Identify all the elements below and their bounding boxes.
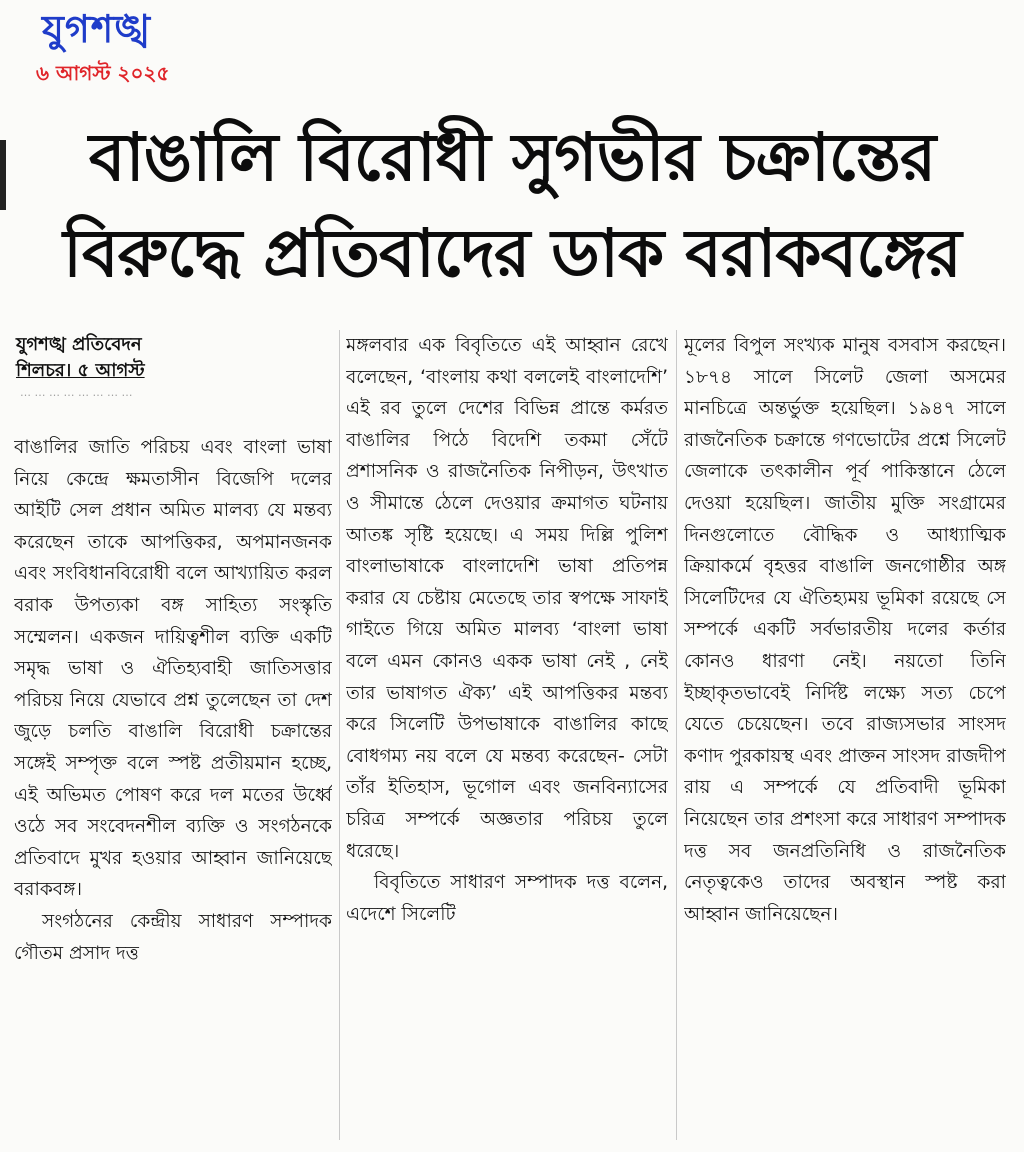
article-column-1: [14, 432, 332, 1150]
article-paragraph: মূলের বিপুল সংখ্যক মানুষ বসবাস করছেন। ১৮৭৪ সালে সিলেট জেলা অসমের মানচিত্রে অন্তর্ভুক্ত হয়েছিল। ১৯৪৭ সালে রাজনৈতিক চক্রান্তে গণভোটের প্রশ্নে সিলেট জেলাকে তৎকালীন পূর্ব পাকিস্তানে ঠেলে দেওয়া হয়েছিল। জাতীয় মুক্তি সংগ্রামের দিনগুলোতে বৌদ্ধিক ও আধ্যাত্মিক ক্রিয়াকর্মে বৃহত্তর বাঙালি জনগোষ্ঠীর অঙ্গ সিলেটিদের যে ঐতিহ্যময় ভূমিকা রয়েছে সে সম্পর্কে একটি সর্বভারতীয় দলের কর্তার কোনও ধারণা নেই। নয়তো তিনি ইচ্ছাকৃতভাবেই নির্দিষ্ট লক্ষ্যে সত্য চেপে যেতে চেয়েছেন। তবে রাজ্যসভার সাংসদ কণাদ পুরকায়স্থ এবং প্রাক্তন সাংসদ রাজদীপ রায় এ সম্পর্কে যে প্রতিবাদী ভূমিকা নিয়েছেন তার প্রশংসা করে সাধারণ সম্পাদক দত্ত সব জনপ্রতিনিধি ও রাজনৈতিক নেতৃত্বকেও তাদের অবস্থান স্পষ্ট করা আহ্বান জানিয়েছেন।: [684, 335, 1006, 925]
article-paragraph: বাঙালির জাতি পরিচয় এবং বাংলা ভাষা নিয়ে কেন্দ্রে ক্ষমতাসীন বিজেপি দলের আইটি সেল প্রধান অমিত মালব্য যে মন্তব্য করেছেন তাকে আপত্তিকর, অপমানজনক এবং সংবিধানবিরোধী বলে আখ্যায়িত করল বরাক উপত্যকা বঙ্গ সাহিত্য সংস্কৃতি সম্মেলন। একজন দায়িত্বশীল ব্যক্তি একটি সমৃদ্ধ ভাষা ও ঐতিহ্যবাহী জাতিসত্তার পরিচয় নিয়ে যেভাবে প্রশ্ন তুলেছেন তা দেশ জুড়ে চলতি বাঙালি বিরোধী চক্রান্তের সঙ্গেই সম্পৃক্ত বলে স্পষ্ট প্রতীয়মান হচ্ছে, এই অভিমত পোষণ করে দল মতের উর্ধ্বে ওঠে সব সংবেদনশীল ব্যক্তি ও সংগঠনকে প্রতিবাদে মুখর হওয়ার আহ্বান জানিয়েছে বরাকবঙ্গ।: [14, 437, 332, 901]
margin-mark: [0, 140, 6, 210]
headline-line-2: বিরুদ্ধে প্রতিবাদের ডাক বরাকবঙ্গের: [63, 215, 961, 292]
newspaper-masthead: যুগশঙ্খ: [42, 7, 152, 51]
headline-line-1: বাঙালি বিরোধী সুগভীর চক্রান্তের: [88, 119, 936, 196]
publication-date: ৬ আগস্ট ২০২৫: [36, 61, 170, 85]
column-divider: [676, 330, 677, 1140]
article-paragraph: বিবৃতিতে সাধারণ সম্পাদক দত্ত বলেন, এদেশে সিলেটি: [346, 872, 668, 925]
article-column-3: [684, 330, 1006, 1150]
headline: [10, 110, 1014, 302]
reporter-credit: যুগশঙ্খ প্রতিবেদন: [16, 334, 142, 355]
column-divider: [339, 330, 340, 1140]
byline: [16, 332, 346, 384]
dateline: শিলচর। ৫ আগস্ট: [16, 360, 145, 381]
article-paragraph: মঙ্গলবার এক বিবৃতিতে এই আহ্বান রেখে বলেছেন, ‘বাংলায় কথা বললেই বাংলাদেশি’ এই রব তুলে দেশের বিভিন্ন প্রান্তে কর্মরত বাঙালির পিঠে বিদেশি তকমা সেঁটে প্রশাসনিক ও রাজনৈতিক নিপীড়ন, উৎখাত ও সীমান্তে ঠেলে দেওয়ার ক্রমাগত ঘটনায় আতঙ্ক সৃষ্টি হয়েছে। এ সময় দিল্লি পুলিশ বাংলাভাষাকে বাংলাদেশি ভাষা প্রতিপন্ন করার যে চেষ্টায় মেতেছে তার স্বপক্ষে সাফাই গাইতে গিয়ে অমিত মালব্য ‘বাংলা ভাষা বলে এমন কোনও একক ভাষা নেই , নেই তার ভাষাগত ঐক্য’ এই আপত্তিকর মন্তব্য করে সিলেটি উপভাষাকে বাঙালির কাছে বোধগম্য নয় বলে যে মন্তব্য করেছেন- সেটা তাঁর ইতিহাস, ভূগোল এবং জনবিন্যাসের চরিত্র সম্পর্কে অজ্ঞতার পরিচয় তুলে ধরেছে।: [346, 335, 668, 862]
article-column-2: [346, 330, 668, 1150]
article-paragraph: সংগঠনের কেন্দ্রীয় সাধারণ সম্পাদক গৌতম প্রসাদ দত্ত: [14, 910, 332, 964]
bleed-through-text: … … … … … … … …: [20, 386, 133, 399]
